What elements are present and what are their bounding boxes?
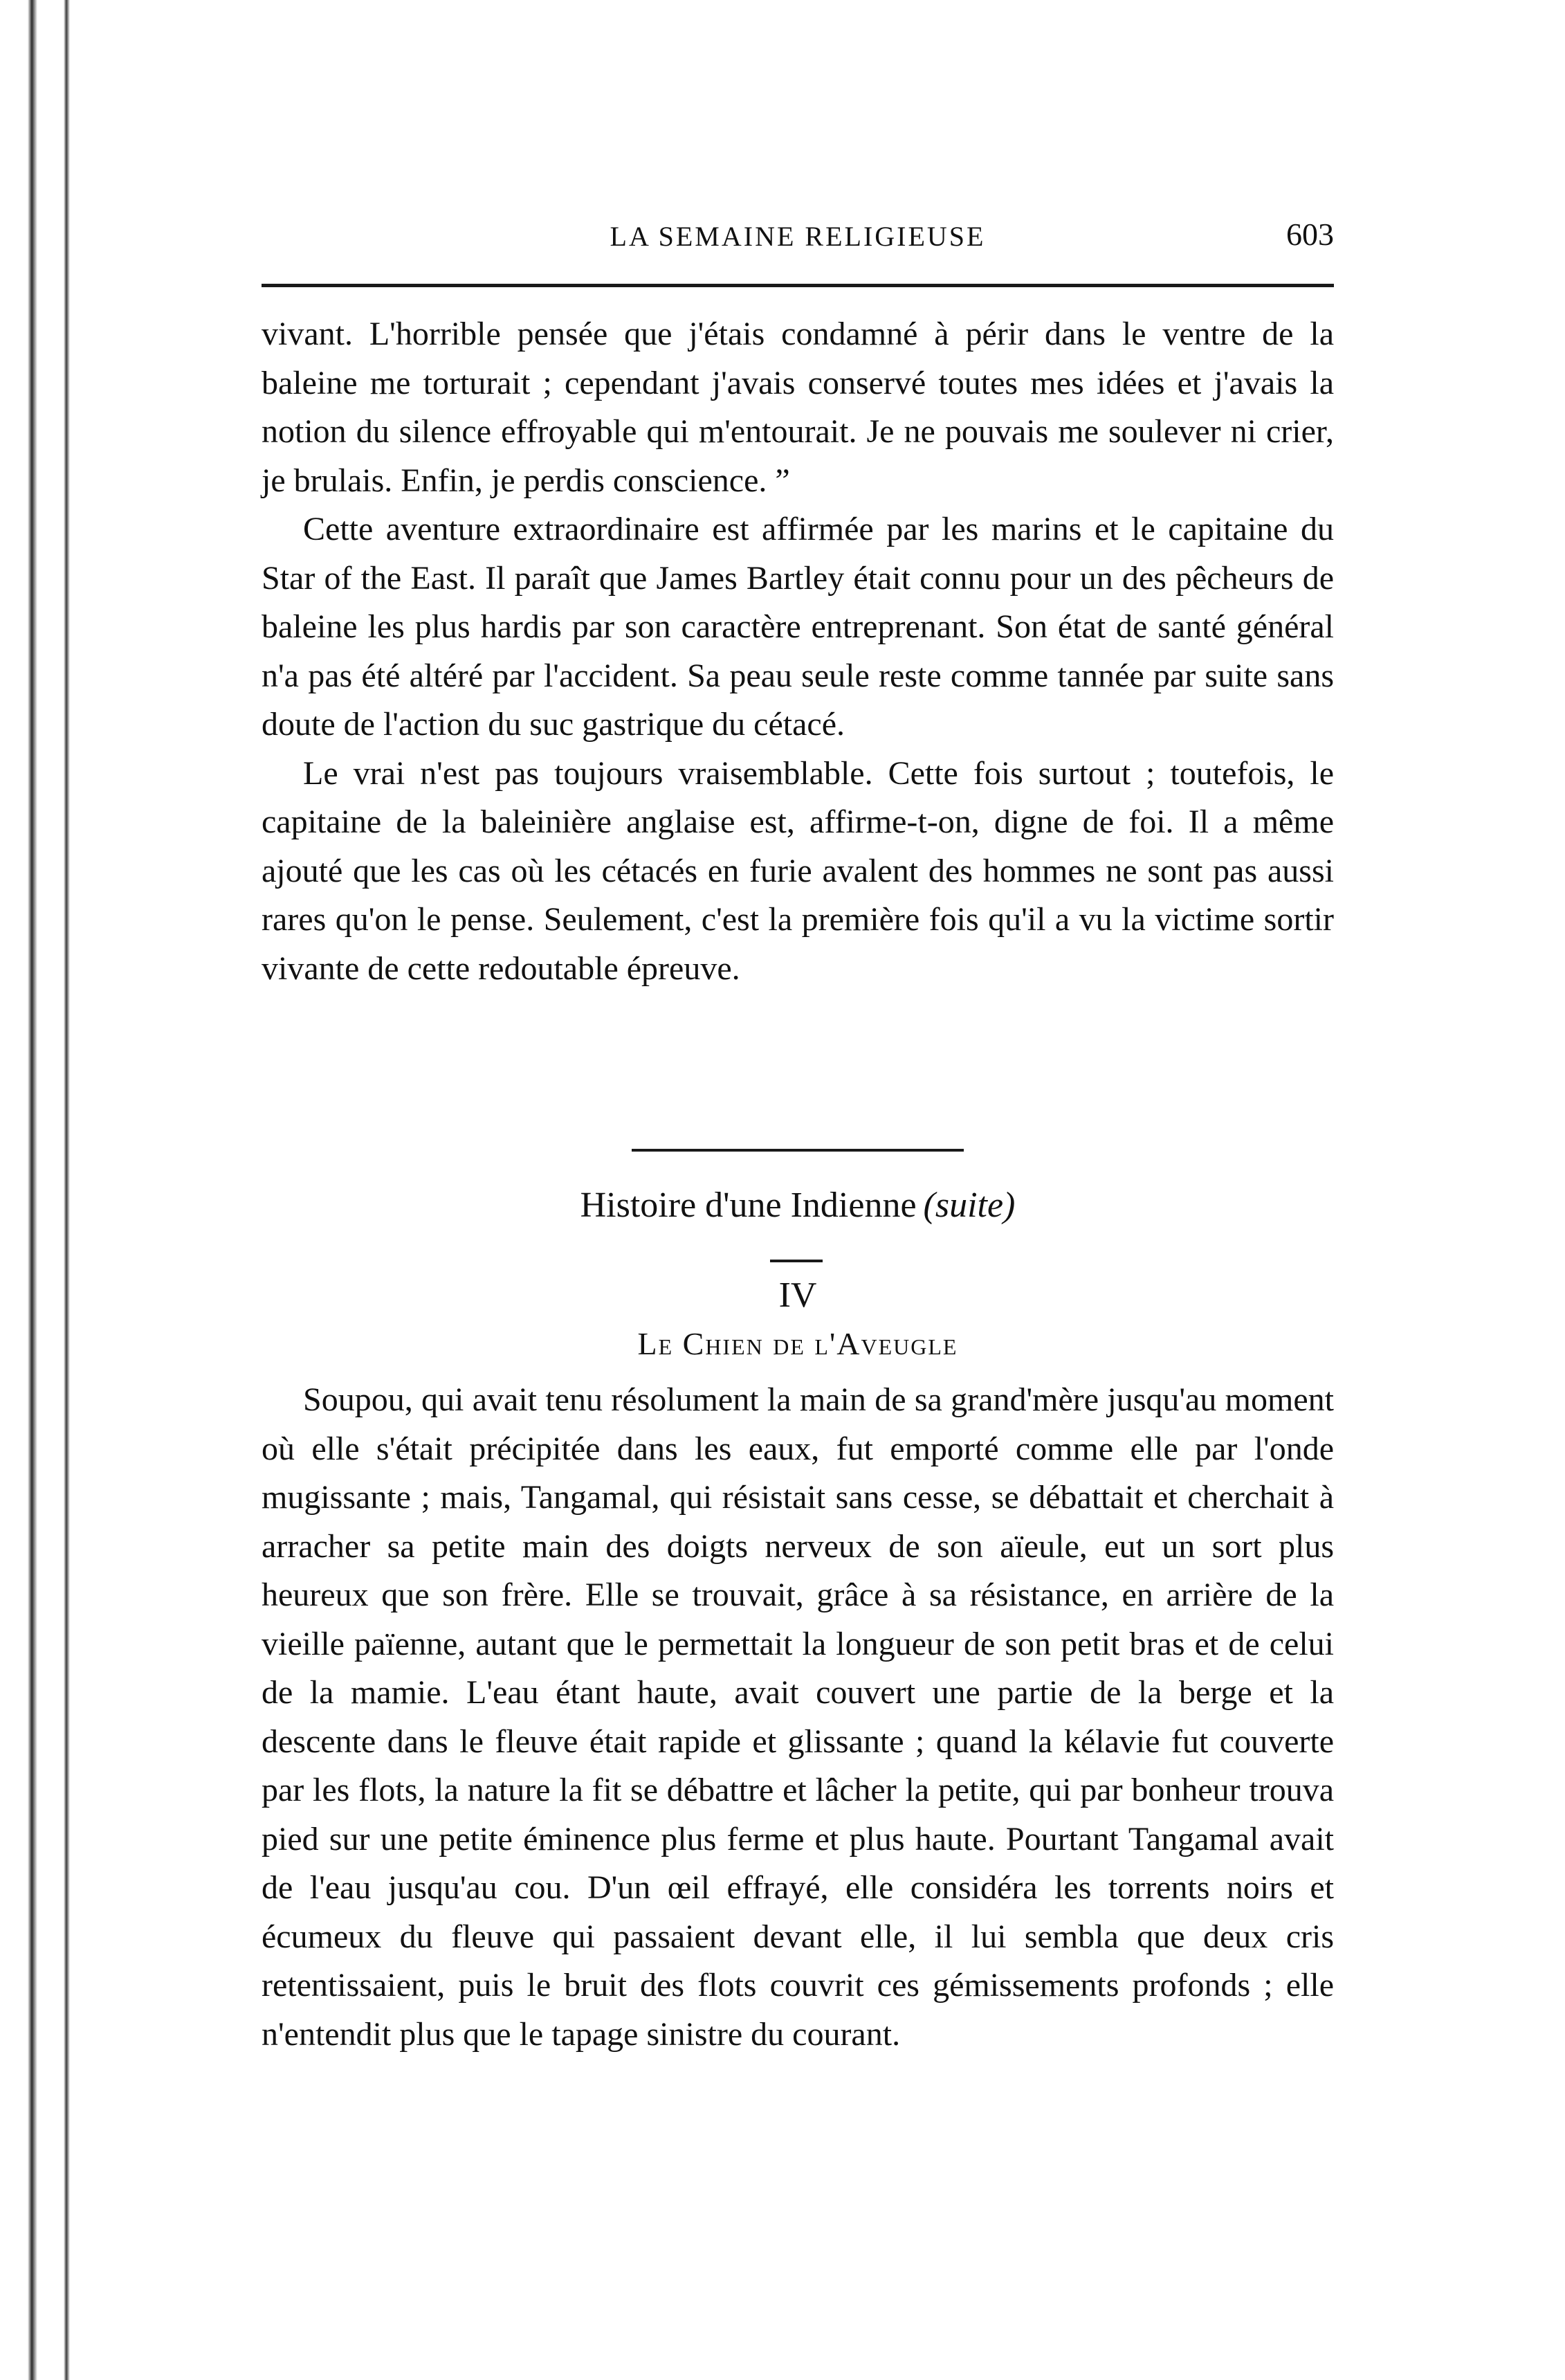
running-title: LA SEMAINE RELIGIEUSE	[610, 221, 986, 252]
article-title-suffix: (suite)	[923, 1186, 1016, 1225]
chapter-number: IV	[778, 1275, 817, 1315]
running-head	[262, 217, 1334, 262]
article-title	[262, 1185, 1334, 1226]
continued-article	[262, 310, 1334, 993]
page-number: 603	[1286, 217, 1334, 252]
header-rule	[262, 284, 1334, 287]
section-separator	[632, 1149, 964, 1152]
paragraph-adventure: Cette aventure extraordinaire est affirmée par les marins et le capitaine du Star of the East. Il paraît que James Bartley était connu pour un des pêcheurs de baleine les plus hardis par son caractère entreprenant. Son état de santé général n'a pas été altéré par l'accident. Sa peau seule reste comme tannée par suite sans doute de l'action du suc gastrique du cétacé.	[262, 511, 1334, 743]
paragraph-verisimilitude: Le vrai n'est pas toujours vraisemblable. Cette fois surtout ; toutefois, le capitaine de la baleinière anglaise est, affirme-t-on, digne de foi. Il a même ajouté que les cas où les cétacés en furie avalent des hommes ne sont pas aussi rares qu'on le pense. Seulement, c'est la première fois qu'il a vu la victime sortir vivante de cette redoutable épreuve.	[262, 754, 1334, 987]
scan-binding-edge	[0, 0, 76, 2380]
title-dash	[770, 1260, 823, 1262]
article-title-text: Histoire d'une Indienne	[580, 1186, 917, 1225]
chapter-title: Le Chien de l'Aveugle	[637, 1326, 958, 1361]
paragraph-continued: vivant. L'horrible pensée que j'étais condamné à périr dans le ventre de la baleine me torturait ; cependant j'avais conservé toutes mes idées et j'avais la notion du silence effroyable qui m'entourait. Je ne pouvais me soulever ni crier, je brulais. Enfin, je perdis conscience. ”	[262, 316, 1334, 499]
article-body	[262, 1376, 1334, 2059]
paragraph-body: Soupou, qui avait tenu résolument la main de sa grand'mère jusqu'au moment où elle s'était précipitée dans les eaux, fut emporté comme elle par l'onde mugissante ; mais, Tangamal, qui résistait sans cesse, se débattait et cherchait à arracher sa petite main des doigts nerveux de son aïeule, eut un sort plus heureux que son frère. Elle se trouvait, grâce à sa résistance, en arrière de la vieille païenne, autant que le permettait la longueur de son petit bras et de celui de la mamie. L'eau étant haute, avait couvert une partie de la berge et la descente dans le fleuve était rapide et glissante ; quand la kélavie fut couverte par les flots, la nature la fit se débattre et lâcher la petite, qui par bonheur trouva pied sur une petite éminence plus ferme et plus haute. Pourtant Tangamal avait de l'eau jusqu'au cou. D'un œil effrayé, elle considéra les torrents noirs et écumeux du fleuve qui passaient devant elle, il lui sembla que deux cris retentissaient, puis le bruit des flots couvrit ces gémissements profonds ; elle n'entendit plus que le tapage sinistre du courant.	[262, 1381, 1334, 2053]
